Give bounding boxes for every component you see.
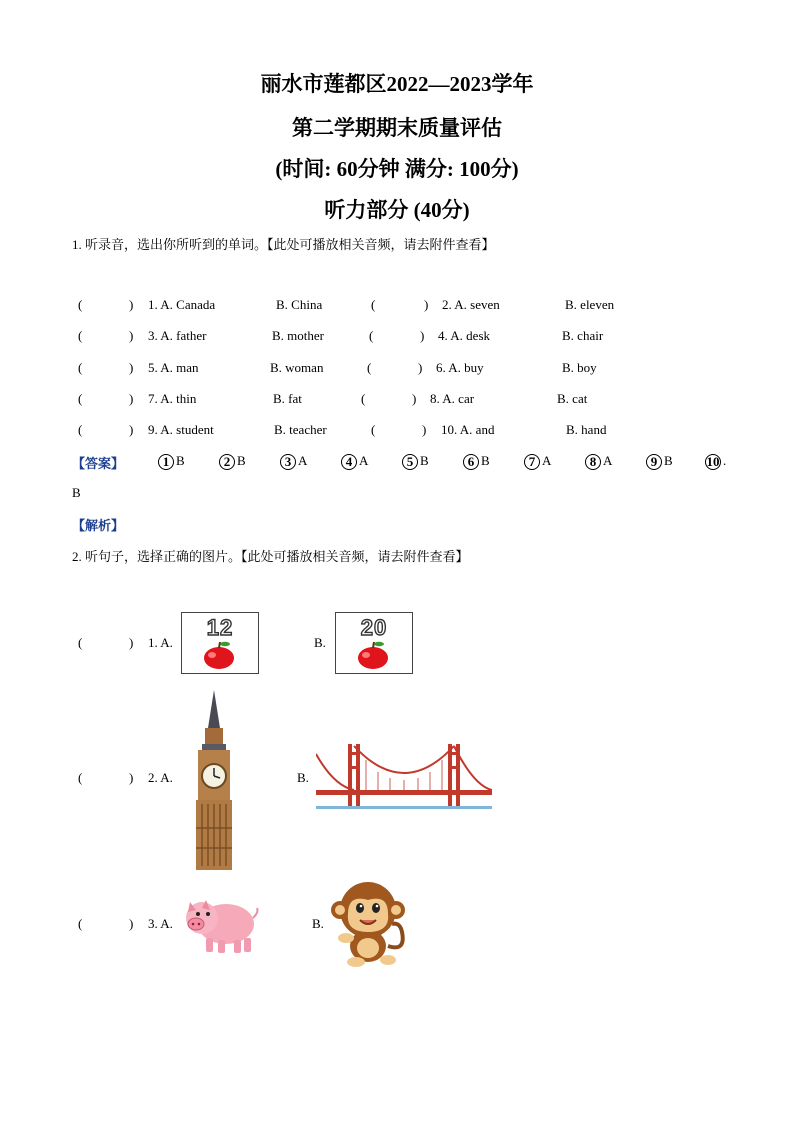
q1-item: 6. A. buy: [436, 360, 484, 375]
q1-option-b: B. woman: [270, 360, 324, 375]
answer-mark: 3: [280, 454, 296, 470]
answer-value: B: [237, 453, 246, 468]
bracket-close: ): [129, 635, 134, 650]
q1-row: [0, 422, 794, 442]
q1-item: 3. A. father: [148, 328, 207, 343]
q2-label-a: 1. A.: [148, 635, 173, 650]
answer-wrap: B: [72, 485, 81, 500]
monkey-icon[interactable]: [330, 876, 408, 968]
q1-option-b: B. fat: [273, 391, 302, 406]
title-line-4: 听力部分 (40分): [324, 198, 470, 222]
q1-item: 8. A. car: [430, 391, 475, 406]
analysis-label: 【解析】: [72, 518, 125, 533]
q2-label-b: B.: [312, 916, 324, 931]
answer-item: [219, 453, 246, 470]
answer-mark: 10: [706, 454, 720, 470]
answer-value: A: [359, 453, 369, 468]
bracket-open: (: [361, 391, 366, 406]
bracket-close: ): [412, 391, 417, 406]
big-ben-icon[interactable]: [190, 688, 238, 870]
answer-label: 【答案】: [72, 456, 125, 471]
answer-mark: 6: [463, 454, 479, 470]
q2-instruction: 2. 听句子，选择正确的图片。【此处可播放相关音频，请去附件查看】: [72, 549, 469, 564]
answer-value: B: [176, 453, 185, 468]
apple-20-icon[interactable]: [335, 612, 413, 674]
answer-item: [280, 453, 307, 470]
q1-row: [0, 360, 794, 380]
answer-item: [705, 453, 726, 470]
q2-label-a: 3. A.: [148, 916, 173, 931]
answer-item: [158, 453, 185, 470]
bracket-close: ): [129, 297, 134, 312]
bracket-close: ): [420, 328, 425, 343]
q1-option-b: B. cat: [557, 391, 588, 406]
q1-item: 5. A. man: [148, 360, 199, 375]
bracket-close: ): [418, 360, 423, 375]
answer-value: B: [664, 453, 673, 468]
answer-value: A: [298, 453, 308, 468]
bracket-open: (: [78, 328, 83, 343]
answer-item: [402, 453, 429, 470]
title-line-3: (时间: 60分钟 满分: 100分): [275, 157, 519, 181]
bracket-close: ): [129, 770, 134, 785]
answer-value: B: [481, 453, 490, 468]
q1-option-b: B. mother: [272, 328, 324, 343]
golden-gate-bridge-icon[interactable]: [316, 742, 492, 812]
q1-item: 1. A. Canada: [148, 297, 216, 312]
bracket-close: ): [129, 422, 134, 437]
bracket-open: (: [369, 328, 374, 343]
answer-mark: 7: [524, 454, 540, 470]
apple-count: 20: [360, 615, 388, 640]
answer-mark: 1: [158, 454, 174, 470]
answer-value: .: [723, 453, 727, 468]
answer-mark: 5: [402, 454, 418, 470]
bracket-open: (: [78, 360, 83, 375]
answer-item: [585, 453, 612, 470]
q1-row: [0, 297, 794, 317]
answer-row: [0, 453, 794, 473]
q1-option-b: B. teacher: [274, 422, 327, 437]
answer-mark: 4: [341, 454, 357, 470]
bracket-close: ): [424, 297, 429, 312]
apple-12-icon[interactable]: [181, 612, 259, 674]
bracket-open: (: [371, 422, 376, 437]
q1-instruction: 1. 听录音，选出你所听到的单词。【此处可播放相关音频，请去附件查看】: [72, 237, 495, 252]
q1-item: 10. A. and: [441, 422, 495, 437]
bracket-open: (: [78, 916, 83, 931]
answer-mark: 9: [646, 454, 662, 470]
q1-option-b: B. China: [276, 297, 323, 312]
q1-row: [0, 391, 794, 411]
answer-mark: 2: [219, 454, 235, 470]
bracket-open: (: [78, 297, 83, 312]
bracket-close: ): [129, 360, 134, 375]
pig-icon[interactable]: [182, 890, 260, 956]
answer-item: [524, 453, 551, 470]
q1-row: [0, 328, 794, 348]
answer-value: A: [542, 453, 552, 468]
bracket-close: ): [422, 422, 427, 437]
bracket-open: (: [78, 635, 83, 650]
q1-option-b: B. eleven: [565, 297, 615, 312]
bracket-close: ): [129, 391, 134, 406]
apple-count: 12: [206, 615, 234, 640]
answer-value: B: [420, 453, 429, 468]
q1-item: 7. A. thin: [148, 391, 197, 406]
q2-label-b: B.: [297, 770, 309, 785]
answer-item: [646, 453, 673, 470]
answer-item: [463, 453, 490, 470]
bracket-open: (: [78, 391, 83, 406]
bracket-open: (: [367, 360, 372, 375]
apple-icon: [201, 640, 237, 670]
q1-item: 4. A. desk: [438, 328, 490, 343]
q2-label-b: B.: [314, 635, 326, 650]
bracket-close: ): [129, 916, 134, 931]
q2-label-a: 2. A.: [148, 770, 173, 785]
answer-value: A: [603, 453, 613, 468]
bracket-open: (: [78, 422, 83, 437]
bracket-open: (: [78, 770, 83, 785]
answer-mark: 8: [585, 454, 601, 470]
bracket-open: (: [371, 297, 376, 312]
q1-item: 9. A. student: [148, 422, 214, 437]
apple-icon: [355, 640, 391, 670]
q1-option-b: B. hand: [566, 422, 607, 437]
q1-option-b: B. chair: [562, 328, 604, 343]
answer-item: [341, 453, 368, 470]
bracket-close: ): [129, 328, 134, 343]
q1-item: 2. A. seven: [442, 297, 500, 312]
title-line-1: 丽水市莲都区2022—2023学年: [260, 72, 534, 96]
title-line-2: 第二学期期末质量评估: [292, 116, 502, 140]
q1-option-b: B. boy: [562, 360, 597, 375]
